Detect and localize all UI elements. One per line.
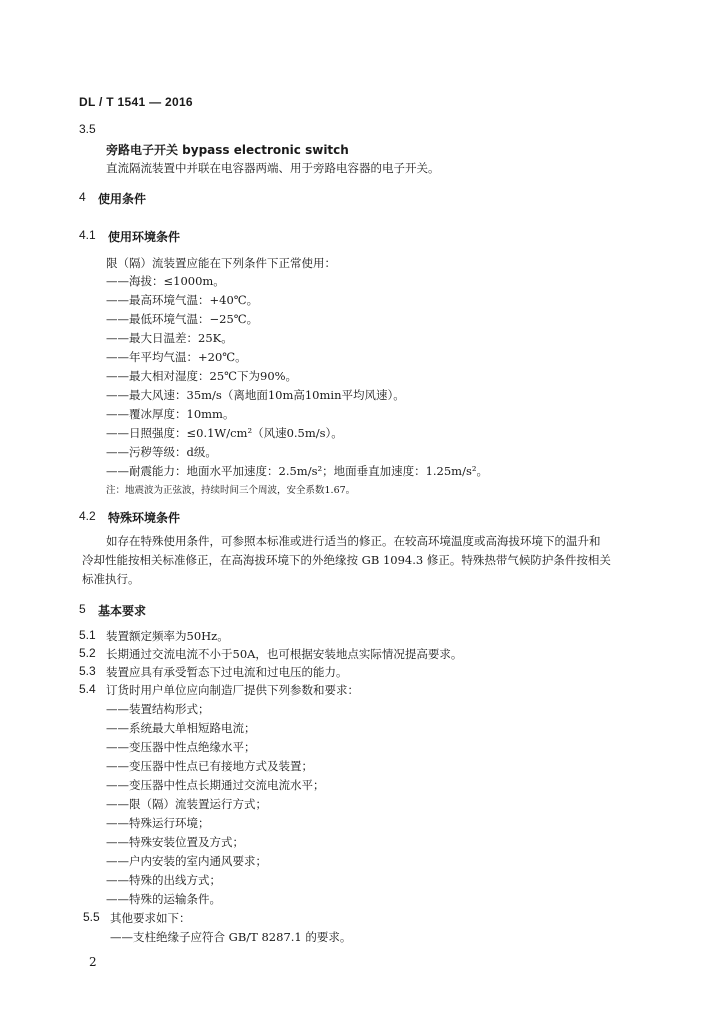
section-5-3-number: 5.3 <box>79 664 96 678</box>
env-item-max-temp: ——最高环境气温：+40℃。 <box>106 293 259 307</box>
section-4-2-paragraph-line-2: 冷却性能按相关标准修正，在高海拔环境下的外绝缘按 GB 1094.3 修正。特殊热带气候防护条件按相关 <box>82 553 611 567</box>
env-item-ice-thickness: ——覆冰厚度：10mm。 <box>106 407 235 421</box>
section-4-2-title: 特殊环境条件 <box>108 511 181 525</box>
env-item-wind-speed: ——最大风速：35m/s（离地面10m高10min平均风速）。 <box>106 388 405 402</box>
order-item-ventilation: ——户内安装的室内通风要求； <box>106 854 267 868</box>
env-item-pollution-level: ——污秽等级：d级。 <box>106 445 217 459</box>
section-5-2-text: 长期通过交流电流不小于50A，也可根据安装地点实际情况提高要求。 <box>106 647 463 661</box>
order-item-structure: ——装置结构形式； <box>106 702 210 716</box>
section-3-5-definition: 直流隔流装置中并联在电容器两端、用于旁路电容器的电子开关。 <box>106 161 440 175</box>
section-4-1-title: 使用环境条件 <box>108 230 181 244</box>
section-4-2-paragraph-line-3: 标准执行。 <box>82 572 140 586</box>
order-item-special-environment: ——特殊运行环境； <box>106 816 210 830</box>
section-5-5-number: 5.5 <box>83 910 100 924</box>
env-item-seismic: ——耐震能力：地面水平加速度：2.5m/s²；地面垂直加速度：1.25m/s²。 <box>106 464 488 478</box>
env-item-solar-intensity: ——日照强度：≤0.1W/cm²（风速0.5m/s）。 <box>106 426 343 440</box>
order-item-installation: ——特殊安装位置及方式； <box>106 835 244 849</box>
seismic-note: 注：地震波为正弦波，持续时间三个周波，安全系数1.67。 <box>106 485 356 496</box>
order-item-neutral-insulation: ——变压器中性点绝缘水平； <box>106 740 256 754</box>
env-item-annual-avg-temp: ——年平均气温：+20℃。 <box>106 350 247 364</box>
section-4-2-paragraph-line-1: 如存在特殊使用条件，可参照本标准或进行适当的修正。在较高环境温度或高海拔环境下的温升和 <box>106 534 601 548</box>
section-5-1-text: 装置额定频率为50Hz。 <box>106 629 229 643</box>
document-header: DL / T 1541 — 2016 <box>79 95 193 109</box>
other-item-insulator: ——支柱绝缘子应符合 GB/T 8287.1 的要求。 <box>110 930 352 944</box>
section-5-5-text: 其他要求如下： <box>110 911 191 925</box>
env-item-daily-temp-diff: ——最大日温差：25K。 <box>106 331 233 345</box>
env-item-humidity: ——最大相对湿度：25℃下为90%。 <box>106 369 298 383</box>
order-item-short-circuit-current: ——系统最大单相短路电流； <box>106 721 256 735</box>
env-item-min-temp: ——最低环境气温：−25℃。 <box>106 312 259 326</box>
section-4-1-number: 4.1 <box>79 228 96 242</box>
section-5-number: 5 <box>79 602 86 616</box>
section-5-title: 基本要求 <box>98 604 147 618</box>
env-item-altitude: ——海拔：≤1000m。 <box>106 274 225 288</box>
section-4-1-intro: 限（隔）流装置应能在下列条件下正常使用： <box>106 256 336 270</box>
section-4-number: 4 <box>79 190 86 204</box>
section-4-2-number: 4.2 <box>79 509 96 523</box>
section-3-5-term: 旁路电子开关 bypass electronic switch <box>106 143 349 157</box>
section-5-2-number: 5.2 <box>79 646 96 660</box>
section-4-title: 使用条件 <box>98 192 147 206</box>
order-item-grounding-method: ——变压器中性点已有接地方式及装置； <box>106 759 313 773</box>
order-item-operation-mode: ——限（隔）流装置运行方式； <box>106 797 267 811</box>
order-item-ac-current-level: ——变压器中性点长期通过交流电流水平； <box>106 778 325 792</box>
section-5-1-number: 5.1 <box>79 628 96 642</box>
section-5-4-text: 订货时用户单位应向制造厂提供下列参数和要求： <box>106 683 359 697</box>
order-item-transport: ——特殊的运输条件。 <box>106 892 221 906</box>
page-number: 2 <box>89 955 97 969</box>
section-5-3-text: 装置应具有承受暂态下过电流和过电压的能力。 <box>106 665 348 679</box>
section-3-5-number: 3.5 <box>79 122 96 136</box>
order-item-outlet-method: ——特殊的出线方式； <box>106 873 221 887</box>
section-5-4-number: 5.4 <box>79 682 96 696</box>
